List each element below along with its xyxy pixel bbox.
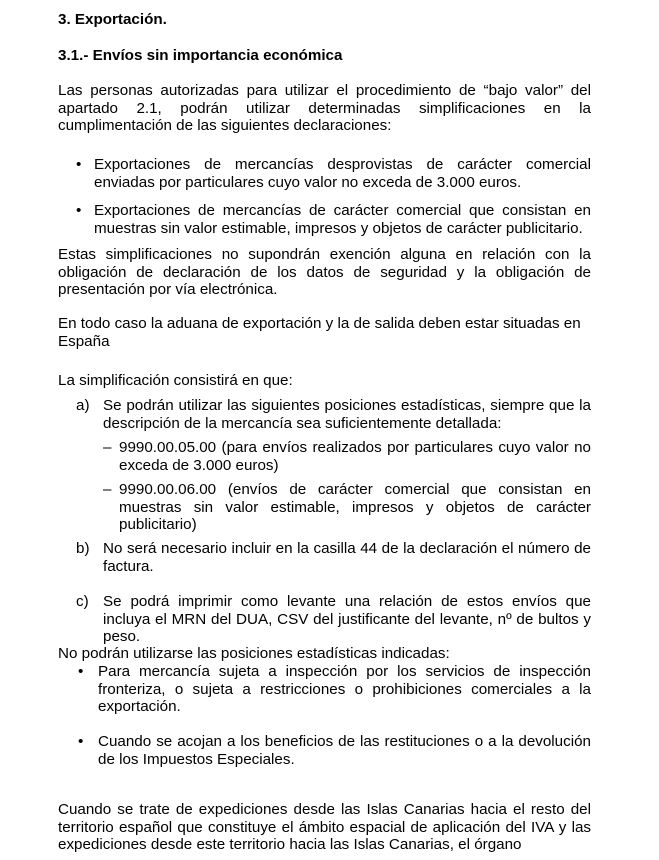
dash-marker: – <box>103 439 112 456</box>
position-item: 9990.00.05.00 (para envíos realizados por particulares cuyo valor no exceda de 3.000 euros) <box>119 439 591 474</box>
intro-paragraph: Las personas autorizadas para utilizar el procedimiento de “bajo valor” del apartado 2.1, podrán utilizar determinadas simplificaciones en la cumplimentación de las siguientes declaraciones: <box>58 82 591 135</box>
item-marker: c) <box>76 593 89 610</box>
item-marker: a) <box>76 397 90 414</box>
bullet-icon: • <box>76 156 82 173</box>
position-item: 9990.00.06.00 (envíos de carácter comercial que consistan en muestras sin valor estimable, impresos y objetos de carácter publicitario) <box>119 481 591 534</box>
section-heading: 3. Exportación. <box>58 11 167 28</box>
list-item: Exportaciones de mercancías desprovistas de carácter comercial enviadas por particulares cuyo valor no exceda de 3.000 euros. <box>94 156 591 191</box>
simplification-c: Se podrá imprimir como levante una relación de estos envíos que incluya el MRN del DUA, CSV del justificante del levante, nº de bultos y peso. <box>103 593 591 646</box>
bullet-icon: • <box>78 663 84 680</box>
simplification-a: Se podrán utilizar las siguientes posiciones estadísticas, siempre que la descripción de la mercancía sea suficientemente detallada: <box>103 397 591 432</box>
no-exemption-paragraph: Estas simplificaciones no supondrán exención alguna en relación con la obligación de declaración de los datos de seguridad y la obligación de presentación por vía electrónica. <box>58 246 591 299</box>
list-item: Cuando se acojan a los beneficios de las restituciones o a la devolución de los Impuestos Especiales. <box>98 733 591 768</box>
bullet-icon: • <box>78 733 84 750</box>
simplification-intro: La simplificación consistirá en que: <box>58 372 293 389</box>
exclusions-intro: No podrán utilizarse las posiciones estadísticas indicadas: <box>58 645 450 662</box>
dash-marker: – <box>103 481 112 498</box>
list-item: Exportaciones de mercancías de carácter comercial que consistan en muestras sin valor estimable, impresos y objetos de carácter publicitario. <box>94 202 591 237</box>
canarias-paragraph: Cuando se trate de expediciones desde las Islas Canarias hacia el resto del territorio español que constituye el ámbito espacial de aplicación del IVA y las expediciones desde este territorio hacia las Islas Canarias, el órgano <box>58 801 591 854</box>
list-item: Para mercancía sujeta a inspección por los servicios de inspección fronteriza, o sujeta a restricciones o prohibiciones comerciales a la exportación. <box>98 663 591 716</box>
bullet-icon: • <box>76 202 82 219</box>
customs-paragraph: En todo caso la aduana de exportación y la de salida deben estar situadas en España <box>58 315 581 350</box>
subsection-heading: 3.1.- Envíos sin importancia económica <box>58 47 343 64</box>
item-marker: b) <box>76 540 90 557</box>
simplification-b: No será necesario incluir en la casilla 44 de la declaración el número de factura. <box>103 540 591 575</box>
